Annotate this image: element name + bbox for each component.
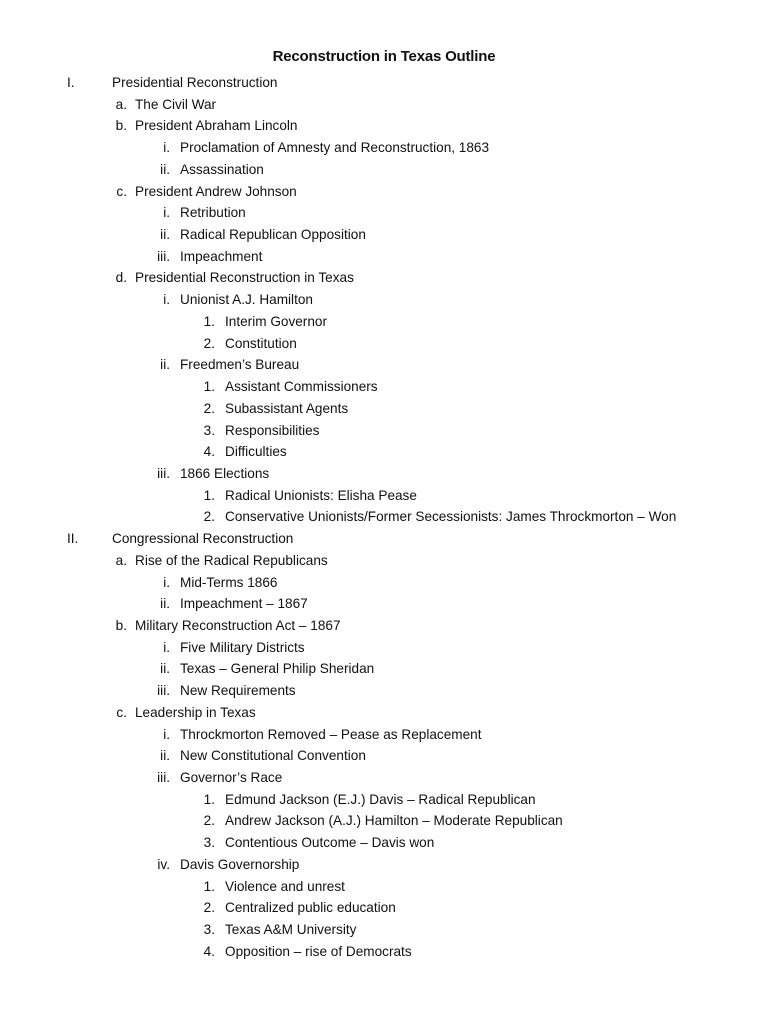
outline-marker: 1.	[203, 878, 215, 894]
outline-text: Assassination	[180, 161, 264, 177]
outline-item-level-3	[0, 658, 768, 680]
outline-marker: 2.	[203, 335, 215, 351]
outline-text: Military Reconstruction Act – 1867	[135, 617, 341, 633]
outline-marker: i.	[163, 574, 170, 590]
outline-text: Interim Governor	[225, 313, 327, 329]
outline-text: Impeachment – 1867	[180, 596, 308, 612]
outline-item-level-4	[0, 311, 768, 333]
outline-item-level-3	[0, 354, 768, 376]
outline-item-level-2	[0, 94, 768, 116]
outline-marker: II.	[67, 531, 79, 547]
outline-text: Radical Unionists: Elisha Pease	[225, 487, 417, 503]
outline-item-level-3	[0, 724, 768, 746]
outline-marker: iii.	[157, 683, 170, 699]
outline-item-level-2	[0, 702, 768, 724]
outline-text: Violence and unrest	[225, 878, 345, 894]
outline-marker: ii.	[160, 661, 170, 677]
outline-item-level-3	[0, 854, 768, 876]
outline-marker: i.	[163, 205, 170, 221]
outline-marker: 4.	[203, 444, 215, 460]
outline-item-level-1	[0, 528, 768, 550]
outline-marker: I.	[67, 75, 75, 90]
outline-text: President Andrew Johnson	[135, 183, 297, 199]
outline-item-level-3	[0, 202, 768, 224]
outline-text: Unionist A.J. Hamilton	[180, 292, 313, 308]
outline-marker: iii.	[157, 770, 170, 785]
outline-marker: i.	[163, 726, 170, 742]
outline-marker: 2.	[203, 813, 215, 829]
outline-text: Proclamation of Amnesty and Reconstruction, 1863	[180, 140, 490, 156]
outline-marker: ii.	[160, 748, 170, 764]
outline-item-level-4	[0, 789, 768, 811]
outline-text: Radical Republican Opposition	[180, 227, 366, 243]
outline-text: Edmund Jackson (E.J.) Davis – Radical Republican	[225, 791, 536, 807]
outline-item-level-3	[0, 745, 768, 767]
outline-marker: i.	[163, 140, 170, 156]
outline-text: Responsibilities	[225, 422, 320, 438]
outline-item-level-4	[0, 376, 768, 398]
outline-marker: i.	[163, 292, 170, 308]
outline-item-level-3	[0, 224, 768, 246]
outline-text: Leadership in Texas	[135, 704, 256, 720]
outline-item-level-3	[0, 289, 768, 311]
outline-item-level-3	[0, 159, 768, 181]
outline-item-level-4	[0, 420, 768, 442]
outline-marker: 3.	[203, 835, 215, 851]
outline-item-level-2	[0, 615, 768, 637]
outline-item-level-4	[0, 832, 768, 854]
outline-item-level-3	[0, 680, 768, 702]
outline-item-level-3	[0, 463, 768, 485]
outline-item-level-4	[0, 919, 768, 941]
outline-item-level-2	[0, 550, 768, 572]
outline-text: Texas – General Philip Sheridan	[180, 661, 375, 677]
outline-text: Presidential Reconstruction	[112, 75, 278, 90]
outline-marker: ii.	[160, 227, 170, 243]
outline-text: Contentious Outcome – Davis won	[225, 835, 435, 851]
outline-marker: a.	[115, 96, 127, 112]
outline-item-level-3	[0, 137, 768, 159]
outline-text: New Requirements	[180, 683, 296, 699]
outline-item-level-2	[0, 267, 768, 289]
outline-text: Rise of the Radical Republicans	[135, 552, 328, 568]
outline-item-level-4	[0, 441, 768, 463]
outline-item-level-4	[0, 941, 768, 963]
outline-text: Five Military Districts	[180, 639, 305, 655]
outline-marker: 1.	[203, 313, 215, 329]
outline-text: Texas A&M University	[225, 922, 357, 938]
outline-marker: 2.	[203, 900, 215, 916]
outline-marker: ii.	[160, 357, 170, 373]
outline-marker: 1.	[203, 379, 215, 395]
outline-marker: ii.	[160, 596, 170, 612]
outline-marker: a.	[115, 552, 127, 568]
outline-text: New Constitutional Convention	[180, 748, 366, 764]
outline-text: 1866 Elections	[180, 465, 270, 481]
outline-text: Conservative Unionists/Former Secessionists: James Throckmorton – Won	[225, 509, 677, 525]
outline-marker: ii.	[160, 161, 170, 177]
outline-marker: 1.	[203, 791, 215, 807]
outline-item-level-4	[0, 810, 768, 832]
outline-text: Throckmorton Removed – Pease as Replacement	[180, 726, 482, 742]
outline-text: Constitution	[225, 335, 297, 351]
outline-item-level-4	[0, 897, 768, 919]
outline-marker: 1.	[203, 487, 215, 503]
outline-text: Opposition – rise of Democrats	[225, 943, 412, 959]
outline-text: Assistant Commissioners	[225, 379, 378, 395]
outline-marker: b.	[115, 617, 127, 633]
outline-text: Subassistant Agents	[225, 400, 349, 416]
outline-item-level-4	[0, 333, 768, 355]
outline-marker: 3.	[203, 422, 215, 438]
outline-text: Presidential Reconstruction in Texas	[135, 270, 354, 286]
outline-text: Difficulties	[225, 444, 287, 460]
outline-item-level-1	[0, 72, 768, 94]
outline-item-level-3	[0, 637, 768, 659]
outline-item-level-3	[0, 593, 768, 615]
outline-item-level-4	[0, 506, 768, 528]
outline-marker: c.	[116, 183, 127, 199]
outline-marker: 4.	[203, 943, 215, 959]
outline-marker: 2.	[203, 400, 215, 416]
outline-item-level-4	[0, 485, 768, 507]
outline-text: Centralized public education	[225, 900, 396, 916]
outline-text: Governor’s Race	[180, 770, 283, 785]
outline-marker: b.	[115, 118, 127, 134]
outline-text: Davis Governorship	[180, 856, 300, 872]
outline-marker: i.	[163, 639, 170, 655]
outline-text: Impeachment	[180, 248, 263, 264]
outline-text: Retribution	[180, 205, 246, 221]
outline-item-level-4	[0, 398, 768, 420]
outline-marker: 3.	[203, 922, 215, 938]
outline-marker: iv.	[157, 856, 170, 872]
outline-text: Mid-Terms 1866	[180, 574, 278, 590]
outline-item-level-2	[0, 115, 768, 137]
outline-marker: iii.	[157, 465, 170, 481]
page-title: Reconstruction in Texas Outline	[272, 48, 496, 65]
outline-item-level-3	[0, 767, 768, 789]
outline-text: President Abraham Lincoln	[135, 118, 298, 134]
outline-item-level-2	[0, 181, 768, 203]
outline-marker: 2.	[203, 509, 215, 525]
outline-marker: d.	[115, 270, 127, 286]
outline-text: The Civil War	[135, 96, 217, 112]
outline-item-level-3	[0, 572, 768, 594]
outline	[0, 72, 768, 962]
outline-marker: iii.	[157, 248, 170, 264]
outline-marker: c.	[116, 704, 127, 720]
outline-item-level-4	[0, 876, 768, 898]
outline-text: Andrew Jackson (A.J.) Hamilton – Moderate Republican	[225, 813, 563, 829]
outline-item-level-3	[0, 246, 768, 268]
outline-text: Congressional Reconstruction	[112, 531, 294, 547]
outline-text: Freedmen’s Bureau	[180, 357, 300, 373]
